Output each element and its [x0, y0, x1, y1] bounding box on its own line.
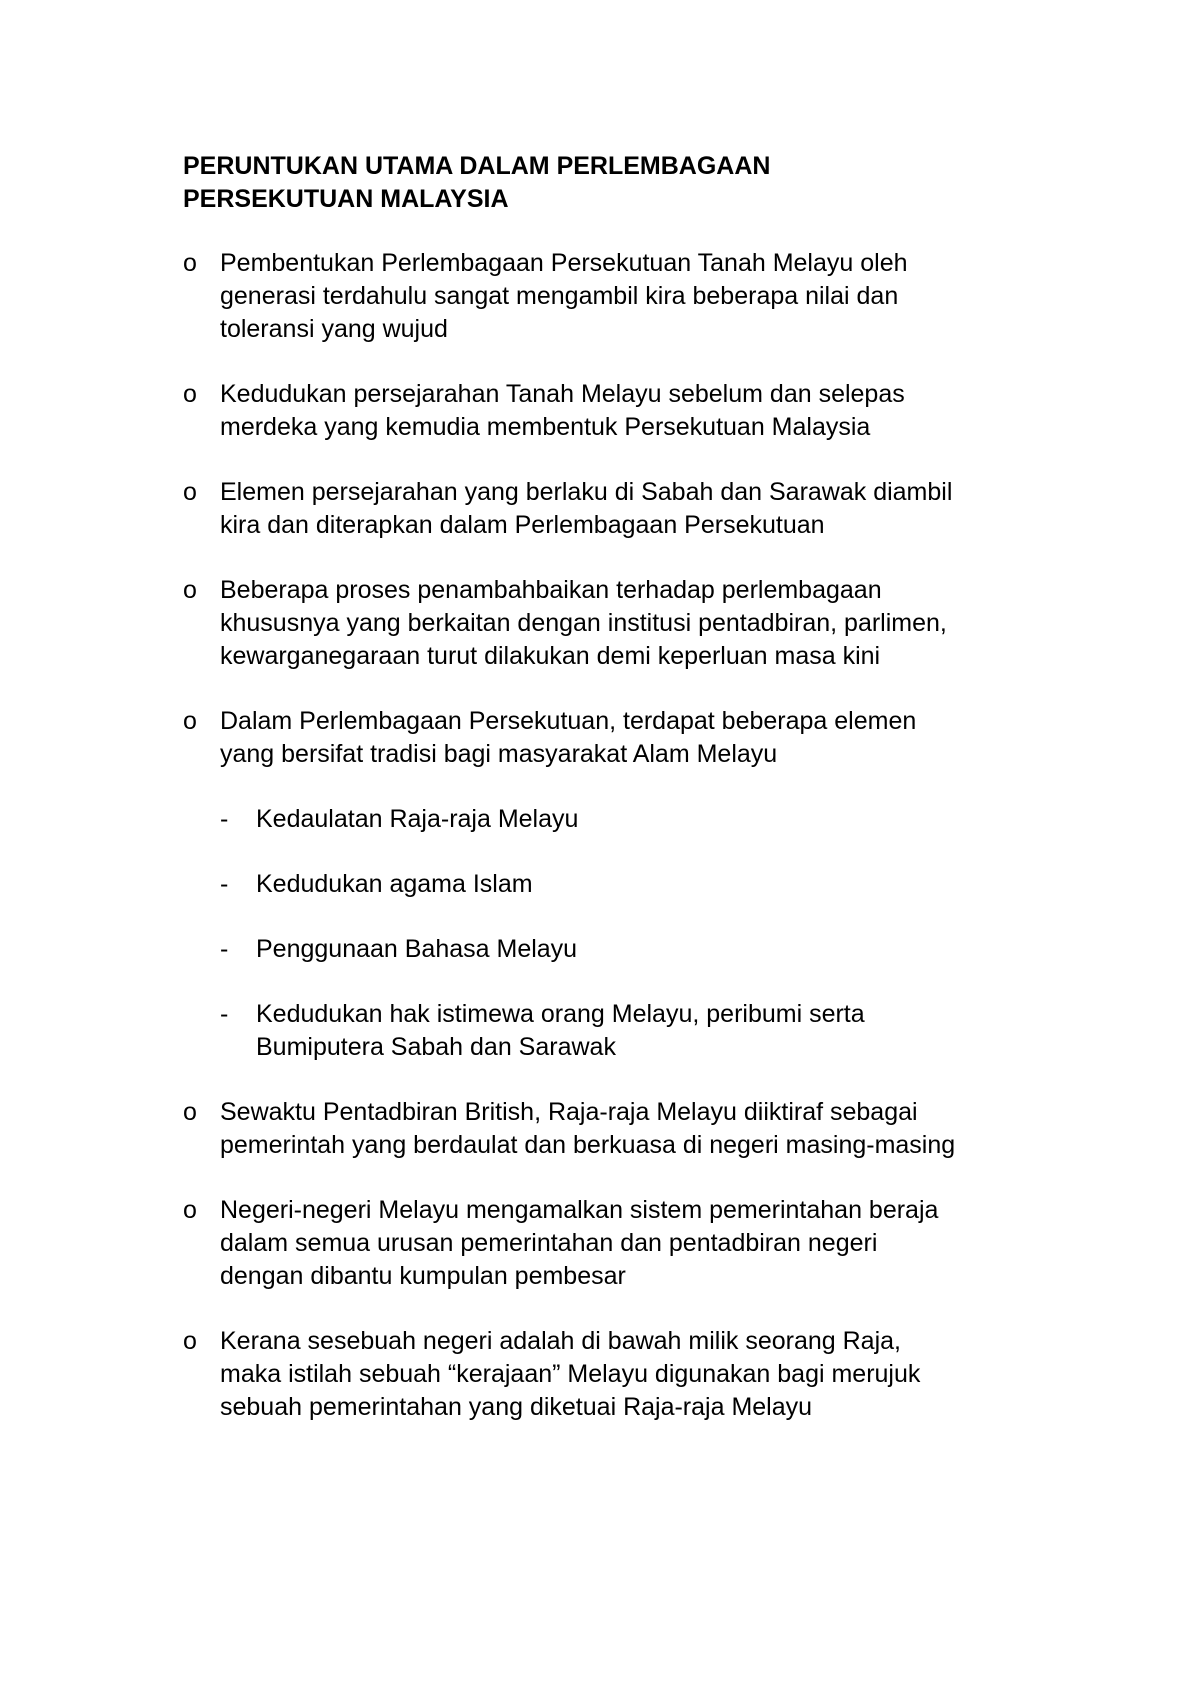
- item-line: Kedudukan persejarahan Tanah Melayu sebelum dan selepas: [220, 380, 905, 408]
- bullet-marker: o: [183, 707, 197, 735]
- item-line: kewarganegaraan turut dilakukan demi keperluan masa kini: [220, 642, 881, 670]
- title-line: PERUNTUKAN UTAMA DALAM PERLEMBAGAAN: [183, 152, 771, 180]
- item-line: merdeka yang kemudia membentuk Persekutuan Malaysia: [220, 413, 871, 441]
- bullet-marker: o: [183, 576, 197, 604]
- bullet-marker: o: [183, 1327, 197, 1355]
- item-line: Pembentukan Perlembagaan Persekutuan Tanah Melayu oleh: [220, 249, 908, 277]
- item-line: maka istilah sebuah “kerajaan” Melayu digunakan bagi merujuk: [220, 1360, 921, 1388]
- item-line: Dalam Perlembagaan Persekutuan, terdapat beberapa elemen: [220, 707, 917, 735]
- bullet-item: [183, 574, 1083, 673]
- document-body: [183, 247, 1083, 1456]
- item-line: yang bersifat tradisi bagi masyarakat Alam Melayu: [220, 740, 778, 768]
- item-line: toleransi yang wujud: [220, 315, 448, 343]
- item-line: sebuah pemerintahan yang diketuai Raja-raja Melayu: [220, 1393, 813, 1421]
- item-line: dengan dibantu kumpulan pembesar: [220, 1262, 626, 1290]
- item-line: Elemen persejarahan yang berlaku di Sabah dan Sarawak diambil: [220, 478, 953, 506]
- bullet-marker: o: [183, 1196, 197, 1224]
- dash-marker: -: [220, 1000, 229, 1028]
- title-line: PERSEKUTUAN MALAYSIA: [183, 185, 509, 213]
- sub-item-line: Penggunaan Bahasa Melayu: [256, 935, 578, 963]
- sub-item-line: Kedudukan agama Islam: [256, 870, 533, 898]
- bullet-item: [183, 1194, 1083, 1293]
- sub-item: [183, 998, 1083, 1064]
- document-title: [183, 150, 1083, 216]
- dash-marker: -: [220, 935, 229, 963]
- bullet-item: [183, 1096, 1083, 1162]
- item-line: khususnya yang berkaitan dengan institusi pentadbiran, parlimen,: [220, 609, 947, 637]
- item-line: Beberapa proses penambahbaikan terhadap perlembagaan: [220, 576, 882, 604]
- bullet-marker: o: [183, 249, 197, 277]
- bullet-marker: o: [183, 478, 197, 506]
- sub-item: [183, 803, 1083, 836]
- item-line: kira dan diterapkan dalam Perlembagaan Persekutuan: [220, 511, 825, 539]
- dash-marker: -: [220, 870, 229, 898]
- dash-marker: -: [220, 805, 229, 833]
- sub-item: [183, 933, 1083, 966]
- item-line: Kerana sesebuah negeri adalah di bawah milik seorang Raja,: [220, 1327, 901, 1355]
- item-line: generasi terdahulu sangat mengambil kira beberapa nilai dan: [220, 282, 899, 310]
- bullet-item: [183, 378, 1083, 444]
- sub-item: [183, 868, 1083, 901]
- item-line: Negeri-negeri Melayu mengamalkan sistem pemerintahan beraja: [220, 1196, 939, 1224]
- item-line: pemerintah yang berdaulat dan berkuasa di negeri masing-masing: [220, 1131, 956, 1159]
- sub-item-line: Kedaulatan Raja-raja Melayu: [256, 805, 579, 833]
- bullet-marker: o: [183, 1098, 197, 1126]
- bullet-item: [183, 476, 1083, 542]
- bullet-item: [183, 705, 1083, 771]
- item-line: dalam semua urusan pemerintahan dan pentadbiran negeri: [220, 1229, 878, 1257]
- bullet-item: [183, 247, 1083, 346]
- item-line: Sewaktu Pentadbiran British, Raja-raja Melayu diiktiraf sebagai: [220, 1098, 918, 1126]
- bullet-item: [183, 1325, 1083, 1424]
- sub-item-line: Bumiputera Sabah dan Sarawak: [256, 1033, 616, 1061]
- bullet-marker: o: [183, 380, 197, 408]
- sub-item-line: Kedudukan hak istimewa orang Melayu, peribumi serta: [256, 1000, 865, 1028]
